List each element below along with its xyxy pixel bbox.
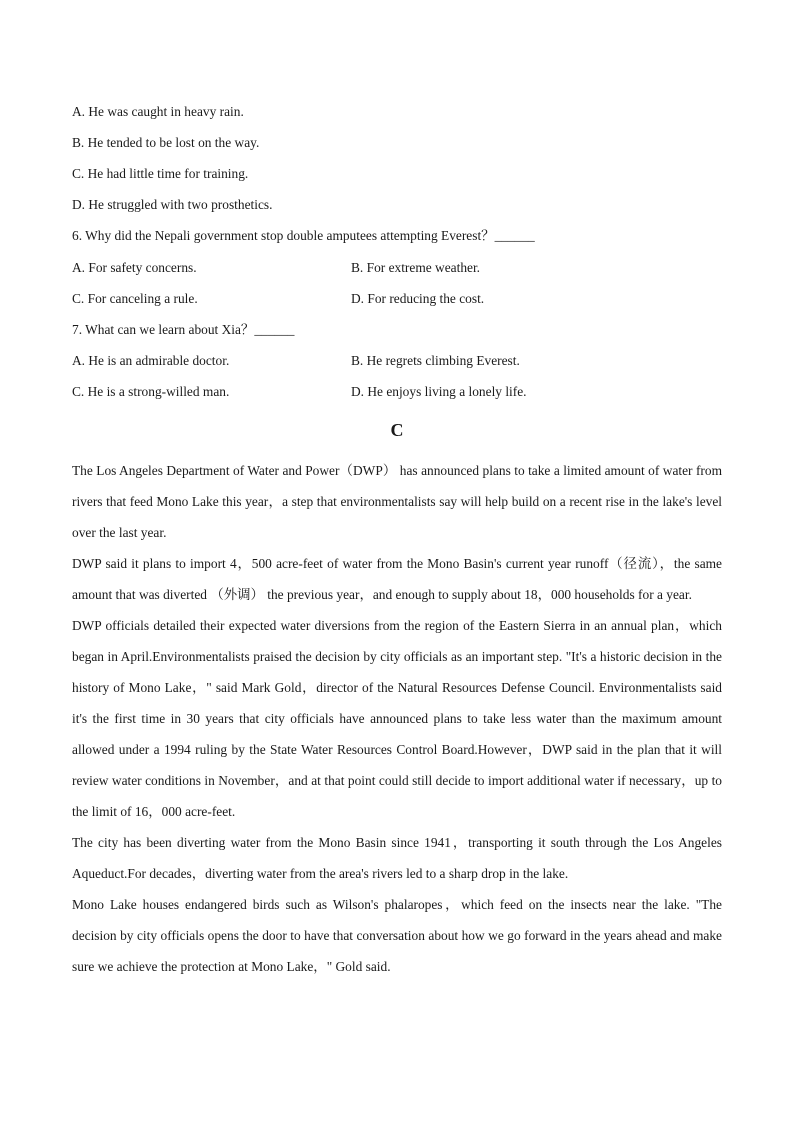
q5-option-a: A. He was caught in heavy rain.: [72, 104, 244, 119]
q7-option-d: D. He enjoys living a lonely life.: [351, 384, 527, 399]
q6-option-a: A. For safety concerns.: [72, 260, 197, 275]
section-heading: C: [390, 420, 404, 440]
q6-option-d: D. For reducing the cost.: [351, 291, 485, 306]
q7-question: 7. What can we learn about Xia？______: [72, 322, 295, 337]
passage-paragraph: The city has been diverting water from the Mono Basin since 1941，transporting it south through the Los Angeles Aqueduct.For decades，diverting water from the area's rivers led to a sharp drop in the lake.: [72, 835, 722, 881]
q6-option-b: B. For extreme weather.: [351, 260, 481, 275]
q7-option-c: C. He is a strong-willed man.: [72, 384, 230, 399]
q7-option-a: A. He is an admirable doctor.: [72, 353, 230, 368]
passage-paragraph: Mono Lake houses endangered birds such as Wilson's phalaropes，which feed on the insects near the lake. "The decision by city officials opens the door to have that conversation about how we go forward in the years ahead and make sure we achieve the protection at Mono Lake，" Gold said.: [72, 897, 722, 974]
q5-option-d: D. He struggled with two prosthetics.: [72, 197, 273, 212]
q6-option-c: C. For canceling a rule.: [72, 291, 198, 306]
reading-passage: [72, 455, 722, 982]
passage-paragraph: DWP said it plans to import 4，500 acre-feet of water from the Mono Basin's current year runoff（径流），the same amount that was diverted （外调） the previous year，and enough to supply about 18，000 households for a year.: [72, 556, 722, 602]
q6-question: 6. Why did the Nepali government stop double amputees attempting Everest？______: [72, 228, 535, 243]
q5-option-c: C. He had little time for training.: [72, 166, 249, 181]
q7-option-b: B. He regrets climbing Everest.: [351, 353, 520, 368]
q5-option-b: B. He tended to be lost on the way.: [72, 135, 260, 150]
passage-paragraph: DWP officials detailed their expected water diversions from the region of the Eastern Sierra in an annual plan，which began in April.Environmentalists praised the decision by city officials as an important step. "It's a historic decision in the history of Mono Lake，" said Mark Gold，director of the Natural Resources Defense Council. Environmentalists said it's the first time in 30 years that city officials have announced plans to take less water than the maximum amount allowed under a 1994 ruling by the State Water Resources Control Board.However，DWP said in the plan that it will review water conditions in November，and at that point could still decide to import additional water if necessary，up to the limit of 16，000 acre-feet.: [72, 618, 722, 819]
passage-paragraph: The Los Angeles Department of Water and Power（DWP） has announced plans to take a limited amount of water from rivers that feed Mono Lake this year，a step that environmentalists say will help build on a recent rise in the lake's level over the last year.: [72, 463, 722, 540]
